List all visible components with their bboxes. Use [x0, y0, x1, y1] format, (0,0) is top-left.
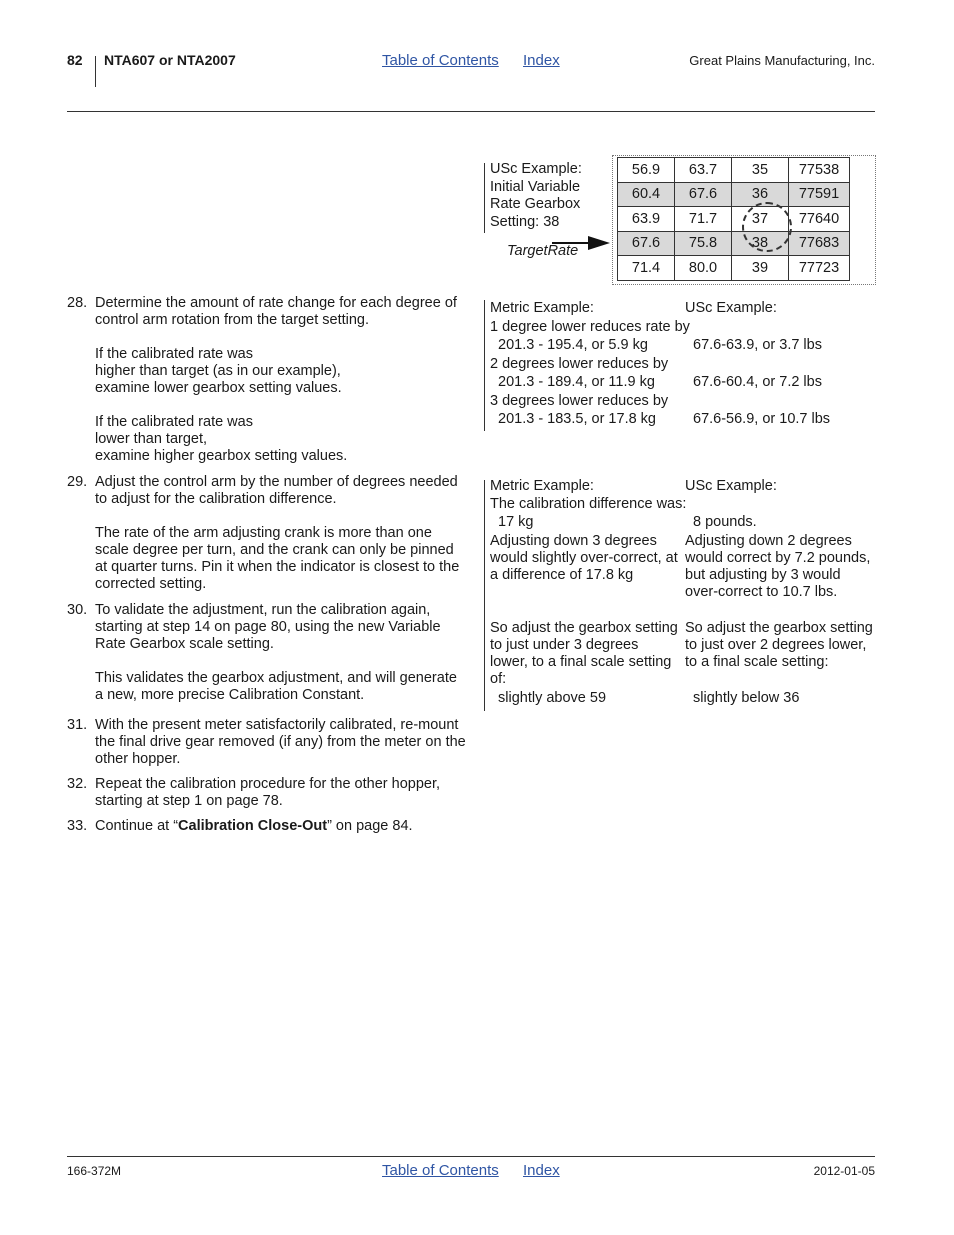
final-metric-value: slightly above 59	[498, 690, 607, 706]
table-row	[618, 158, 850, 183]
step-body	[95, 474, 467, 593]
step-body	[95, 776, 467, 810]
step-body	[95, 602, 467, 704]
publication-date: 2012-01-05	[813, 1164, 875, 1178]
caption-line: USc Example:	[490, 161, 582, 177]
step-number: 31.	[67, 717, 88, 733]
gearbox-caption	[490, 161, 582, 231]
table-cell: 60.4	[618, 182, 675, 207]
final-metric-text: So adjust the gearbox setting to just under 3 degrees lower, to a final scale setting of:	[490, 620, 678, 687]
step-paragraph: To validate the adjustment, run the calibration again, starting at step 14 on page 80, using the new Variable Rate Gearbox scale setting.	[95, 602, 441, 652]
step-paragraph: Repeat the calibration procedure for the other hopper, starting at step 1 on page 78.	[95, 776, 441, 809]
rate-row-metric: 201.3 - 183.5, or 17.8 kg	[498, 411, 656, 427]
metric-heading: Metric Example:	[490, 300, 594, 316]
adjust-metric-text: Adjusting down 3 degrees would slightly over-correct, at a difference of 17.8 kg	[490, 533, 678, 583]
table-cell: 77640	[789, 207, 850, 232]
step-number: 33.	[67, 818, 88, 834]
setting-highlight-circle	[742, 202, 792, 252]
step-paragraph: Continue at “Calibration Close-Out” on page 84.	[95, 818, 413, 834]
table-cell: 67.6	[618, 231, 675, 256]
table-cell: 80.0	[675, 256, 732, 281]
company-name: Great Plains Manufacturing, Inc.	[689, 53, 875, 68]
table-cell: 63.7	[675, 158, 732, 183]
caption-line: Rate Gearbox	[490, 196, 581, 212]
diff-example-bar	[484, 480, 485, 711]
rate-row-usc: 67.6-56.9, or 10.7 lbs	[693, 411, 831, 427]
step-paragraph: This validates the gearbox adjustment, and will generate a new, more precise Calibration Constant.	[95, 670, 457, 703]
list-item	[67, 602, 467, 712]
rate-row-metric: 201.3 - 195.4, or 5.9 kg	[498, 337, 648, 353]
page-number: 82	[67, 52, 83, 68]
rate-row-label: 1 degree lower reduces rate by	[490, 318, 690, 335]
step-paragraph: Determine the amount of rate change for each degree of control arm rotation from the target setting.	[95, 295, 457, 328]
rate-example	[490, 299, 880, 429]
list-item	[67, 818, 467, 840]
table-cell: 56.9	[618, 158, 675, 183]
final-usc-value: slightly below 36	[693, 690, 800, 706]
rate-row-label: 2 degrees lower reduces by	[490, 355, 669, 372]
table-cell: 75.8	[675, 231, 732, 256]
gearbox-table	[617, 157, 850, 281]
table-cell: 67.6	[675, 182, 732, 207]
footer-toc-link[interactable]: Table of Contents	[382, 1162, 499, 1179]
table-row-target	[618, 231, 850, 256]
table-row	[618, 256, 850, 281]
table-cell: 39	[732, 256, 789, 281]
table-cell: 63.9	[618, 207, 675, 232]
step-paragraph: If the calibrated rate was lower than target, examine higher gearbox setting values.	[95, 414, 348, 464]
metric-heading: Metric Example:	[490, 478, 594, 494]
step-body	[95, 295, 467, 465]
footer-index-link[interactable]: Index	[523, 1162, 560, 1179]
footer-rule	[67, 1156, 875, 1157]
rate-row-usc: 67.6-63.9, or 3.7 lbs	[693, 337, 822, 353]
table-cell: 77723	[789, 256, 850, 281]
target-rate-label: TargetRate	[507, 243, 579, 259]
table-cell: 77683	[789, 231, 850, 256]
step-paragraph: If the calibrated rate was higher than target (as in our example), examine lower gearbox setting values.	[95, 346, 342, 396]
header-divider	[95, 56, 96, 87]
step-paragraph: With the present meter satisfactorily calibrated, re-mount the final drive gear removed (if any) from the meter on the other hopper.	[95, 717, 466, 767]
final-usc-text: So adjust the gearbox setting to just over 2 degrees lower, to a final scale setting:	[685, 620, 873, 670]
step-number: 30.	[67, 602, 88, 618]
rate-example-bar	[484, 300, 485, 431]
step-number: 29.	[67, 474, 88, 490]
list-item	[67, 474, 467, 604]
rate-row-label: 3 degrees lower reduces by	[490, 392, 669, 409]
table-row	[618, 182, 850, 207]
table-row	[618, 207, 850, 232]
table-cell: 71.4	[618, 256, 675, 281]
document-title: NTA607 or NTA2007	[104, 52, 236, 68]
table-cell: 71.7	[675, 207, 732, 232]
usc-heading: USc Example:	[685, 478, 777, 494]
usc-heading: USc Example:	[685, 300, 777, 316]
header-rule	[67, 111, 875, 112]
step-paragraph: The rate of the arm adjusting crank is more than one scale degree per turn, and the crank can only be pinned at quarter turns. Pin it when the indicator is closest to the corrected setting.	[95, 525, 460, 592]
diff-metric-value: 17 kg	[498, 514, 534, 530]
step-body	[95, 818, 467, 835]
list-item	[67, 776, 467, 816]
table-cell: 36	[732, 182, 789, 207]
list-item	[67, 717, 467, 773]
table-cell: 77538	[789, 158, 850, 183]
table-cell: 37	[732, 207, 789, 232]
gearbox-caption-bar	[484, 163, 485, 233]
rate-row-metric: 201.3 - 189.4, or 11.9 kg	[498, 374, 655, 390]
table-cell: 35	[732, 158, 789, 183]
diff-label: The calibration difference was:	[490, 496, 687, 512]
target-arrow-icon	[550, 234, 612, 252]
step-body	[95, 717, 467, 768]
table-cell: 77591	[789, 182, 850, 207]
caption-line: Setting: 38	[490, 213, 560, 230]
caption-line: Initial Variable	[490, 178, 581, 195]
step-paragraph: Adjust the control arm by the number of degrees needed to adjust for the calibration difference.	[95, 474, 458, 507]
rate-row-usc: 67.6-60.4, or 7.2 lbs	[693, 374, 822, 390]
diff-usc-value: 8 pounds.	[693, 514, 757, 530]
header-index-link[interactable]: Index	[523, 52, 560, 69]
table-cell: 38	[732, 231, 789, 256]
diff-example	[490, 478, 880, 708]
adjust-usc-text: Adjusting down 2 degrees would correct by 7.2 pounds, but adjusting by 3 would over-correct to 10.7 lbs.	[685, 533, 871, 600]
document-number: 166-372M	[67, 1164, 122, 1178]
header-toc-link[interactable]: Table of Contents	[382, 52, 499, 69]
step-number: 32.	[67, 776, 88, 792]
step-number: 28.	[67, 295, 88, 311]
list-item	[67, 295, 467, 475]
